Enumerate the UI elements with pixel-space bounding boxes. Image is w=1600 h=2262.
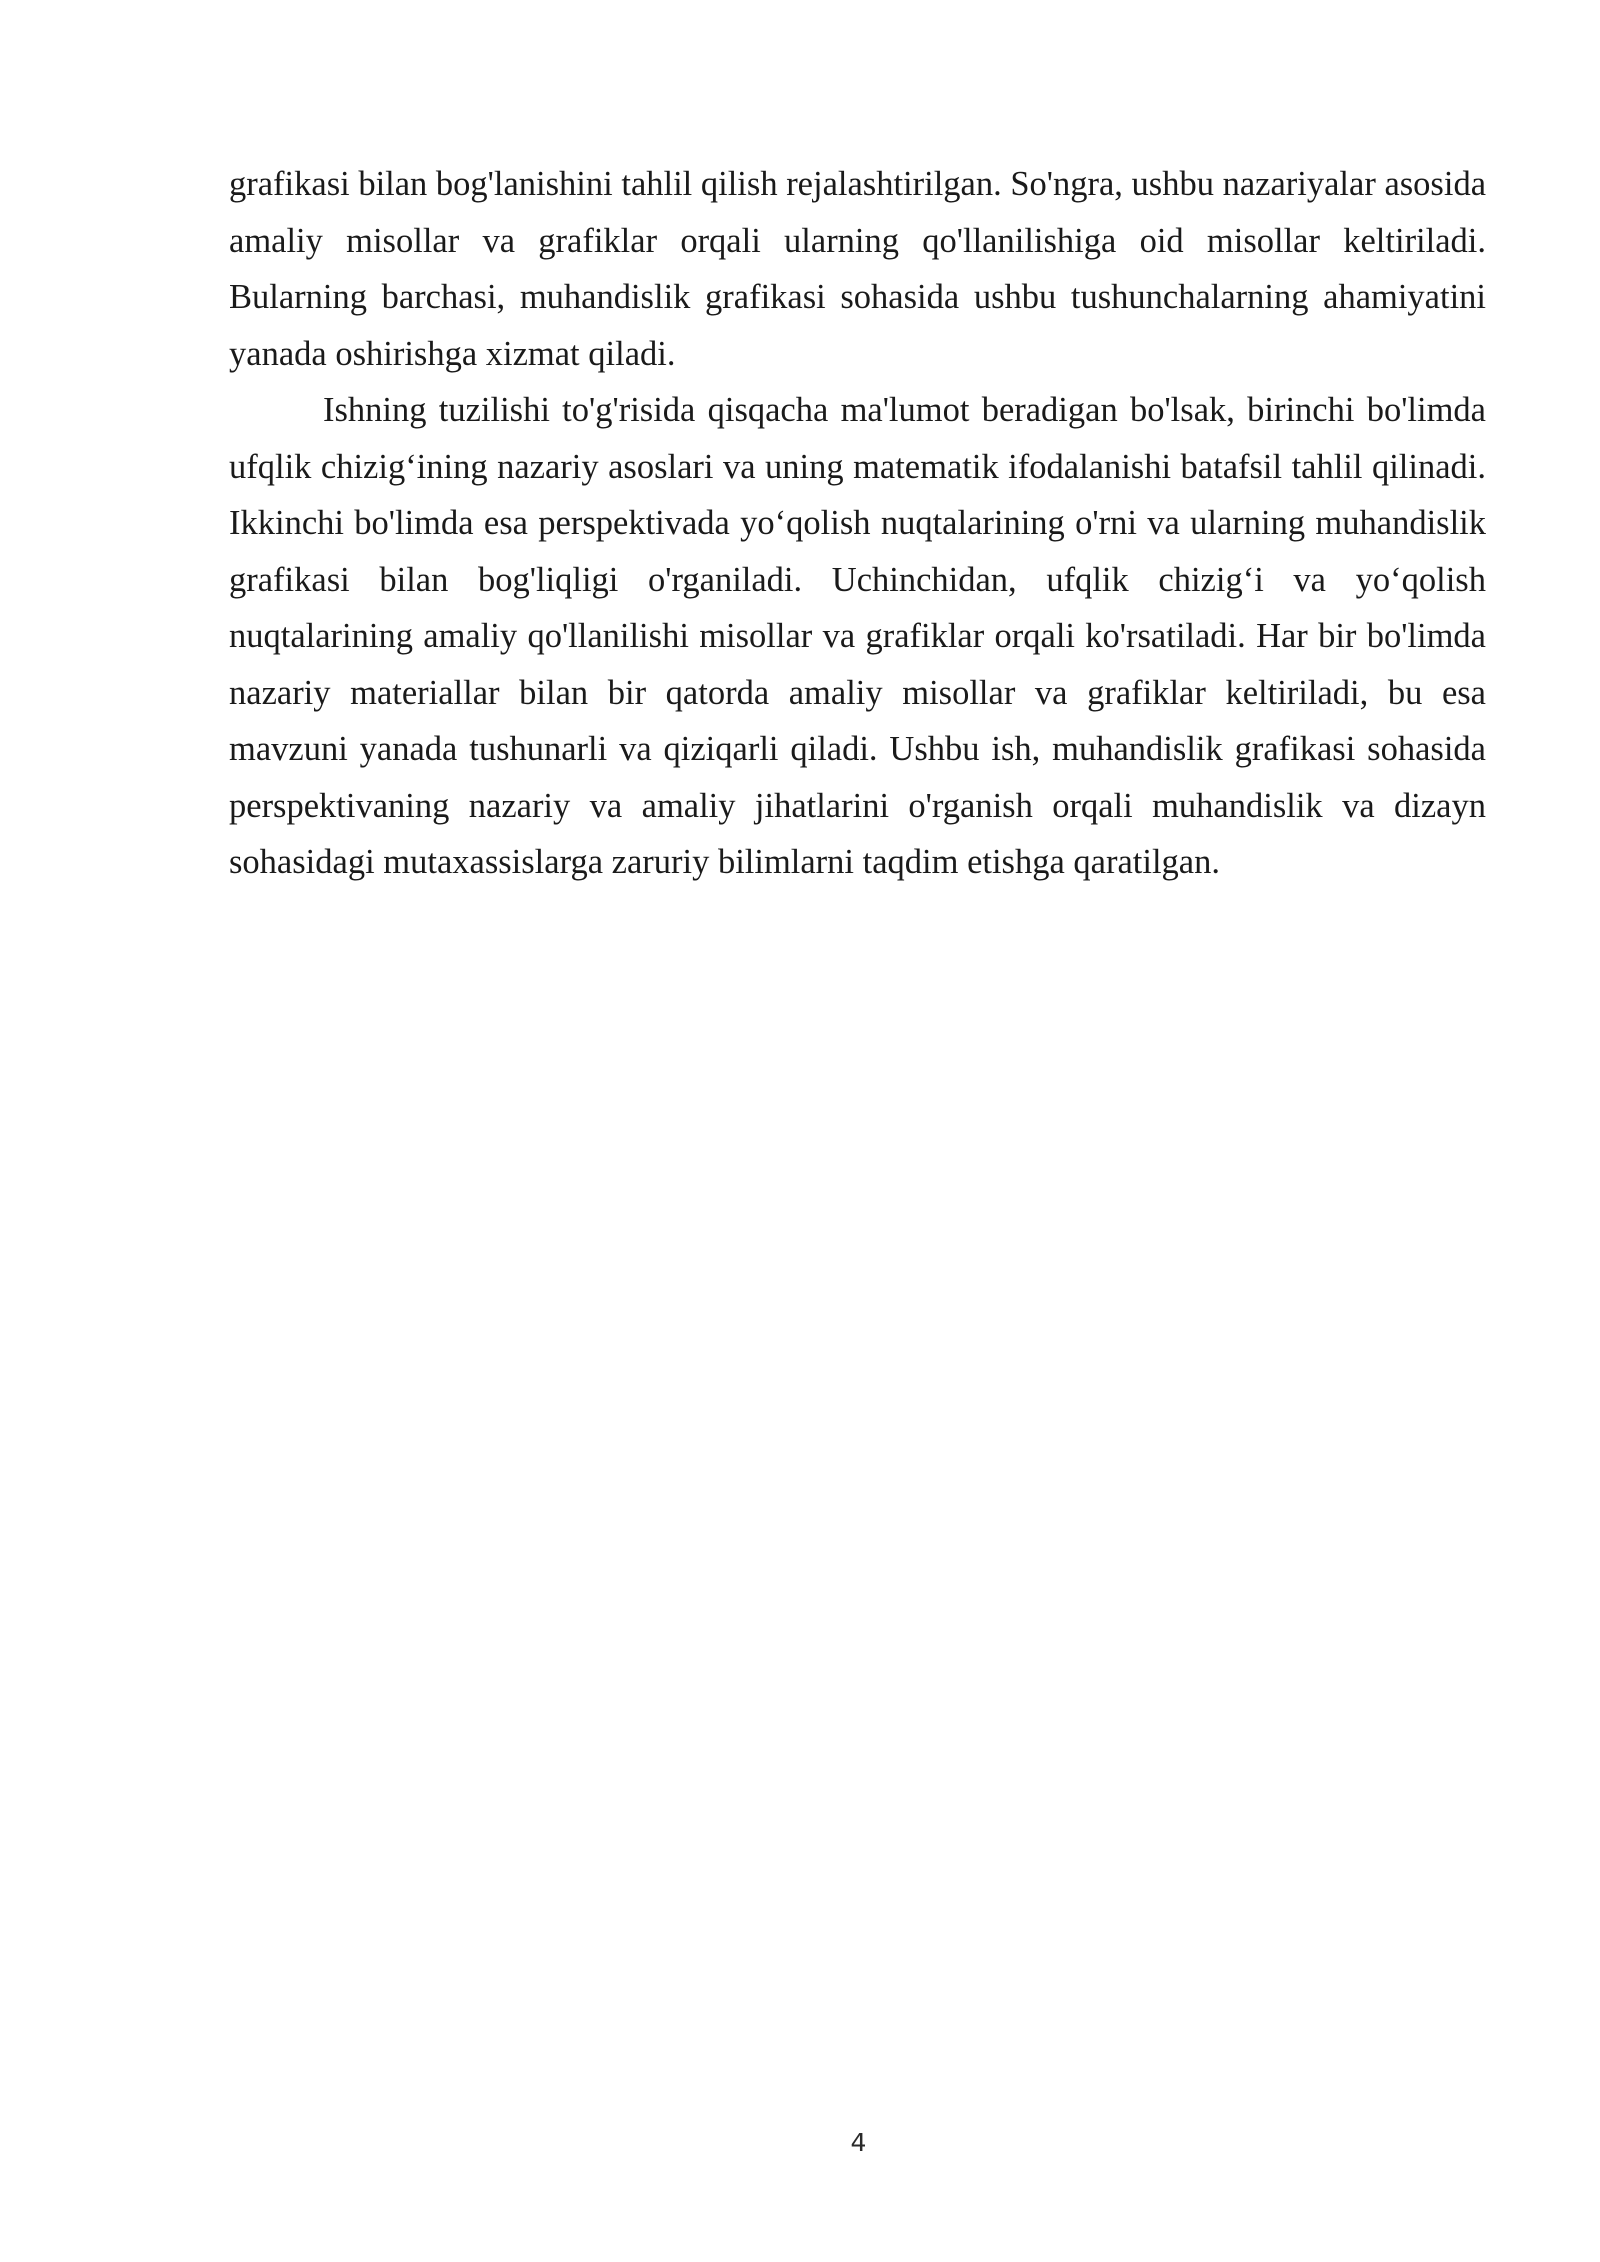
paragraph-continuation: grafikasi bilan bog'lanishini tahlil qilish rejalashtirilgan. So'ngra, ushbu nazariyalar asosida amaliy misollar va grafiklar orqali ularning qo'llanilishiga oid misollar keltiriladi. Bularning barchasi, muhandislik grafikasi sohasida ushbu tushunchalarning ahamiyatini yanada oshirishga xizmat qiladi.: [229, 165, 1487, 373]
body-text: [229, 156, 1486, 891]
page-number: 4: [850, 2128, 867, 2157]
paragraph-structure: Ishning tuzilishi to'g'risida qisqacha ma'lumot beradigan bo'lsak, birinchi bo'limda ufqlik chizig‘ining nazariy asoslari va uning matematik ifodalanishi batafsil tahlil qilinadi. Ikkinchi bo'limda esa perspektivada yo‘qolish nuqtalarining o'rni va ularning muhandislik grafikasi bilan bog'liqligi o'rganiladi. Uchinchidan, ufqlik chizig‘i va yo‘qolish nuqtalarining amaliy qo'llanilishi misollar va grafiklar orqali ko'rsatiladi. Har bir bo'limda nazariy materiallar bilan bir qatorda amaliy misollar va grafiklar keltiriladi, bu esa mavzuni yanada tushunarli va qiziqarli qiladi. Ushbu ish, muhandislik grafikasi sohasida perspektivaning nazariy va amaliy jihatlarini o'rganish orqali muhandislik va dizayn sohasidagi mutaxassislarga zaruriy bilimlarni taqdim etishga qaratilgan.: [229, 391, 1486, 881]
